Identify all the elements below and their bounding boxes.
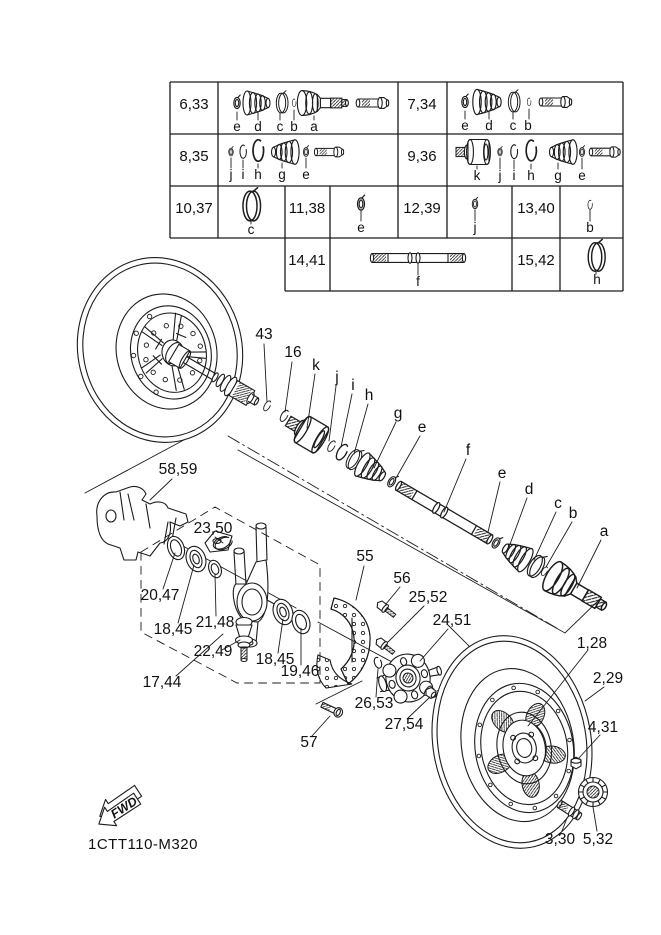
- reference-table: [170, 82, 623, 291]
- svg-text:j: j: [473, 220, 477, 235]
- callout-a: a: [599, 523, 609, 540]
- table-cell-12-39: [403, 197, 477, 235]
- callout-55: 55: [356, 548, 374, 565]
- hub-cap-5-32: [579, 778, 608, 807]
- bolt-57: [320, 700, 344, 718]
- callout-18-45a: 18,45: [153, 621, 193, 638]
- fwd-arrow-label: FWD: [108, 794, 140, 822]
- callout-3-30: 3,30: [544, 831, 576, 848]
- svg-text:g: g: [554, 168, 562, 183]
- table-cell-11-38: [289, 195, 365, 235]
- cell-ref: 10,37: [175, 200, 213, 217]
- svg-text:c: c: [247, 222, 255, 237]
- callout-57: 57: [300, 734, 318, 751]
- cell-ref: 8,35: [179, 148, 209, 165]
- callout-56: 56: [393, 570, 411, 587]
- table-cell-15-42: [517, 239, 605, 287]
- callout-2-29: 2,29: [592, 670, 624, 687]
- cell-ref: 7,34: [407, 96, 437, 113]
- svg-text:c: c: [509, 118, 517, 133]
- ball-joint-22-49: [236, 618, 253, 662]
- cell-ref: 6,33: [179, 96, 209, 113]
- cell-ref: 12,39: [403, 200, 441, 217]
- callout-19-46: 19,46: [280, 663, 320, 680]
- callout-21-48: 21,48: [195, 614, 235, 631]
- cell-ref: 14,41: [288, 252, 326, 269]
- callout-g: g: [393, 405, 403, 422]
- callout-43: 43: [255, 326, 273, 343]
- nut-4-31: [571, 757, 581, 769]
- callout-e1: e: [417, 419, 427, 436]
- svg-text:j: j: [498, 168, 502, 183]
- callout-20-47: 20,47: [140, 587, 180, 604]
- callout-17-44: 17,44: [142, 674, 182, 691]
- callout-c: c: [554, 495, 562, 512]
- callout-26-53: 26,53: [354, 695, 394, 712]
- bolt-56: [375, 599, 398, 619]
- cell-ref: 11,38: [288, 200, 326, 217]
- table-cell-9-36: [407, 140, 620, 184]
- cell-ref: 13,40: [517, 200, 555, 217]
- svg-text:e: e: [302, 167, 310, 182]
- callout-4-31: 4,31: [587, 719, 619, 736]
- svg-text:d: d: [254, 119, 262, 134]
- svg-text:b: b: [524, 118, 532, 133]
- callout-27-54: 27,54: [384, 716, 424, 733]
- svg-text:h: h: [254, 167, 262, 182]
- callout-25-52: 25,52: [408, 589, 448, 606]
- cell-ref: 9,36: [407, 148, 437, 165]
- callout-1-28: 1,28: [576, 635, 608, 652]
- svg-text:c: c: [276, 119, 284, 134]
- callout-5-32: 5,32: [582, 831, 614, 848]
- callout-24-51: 24,51: [432, 612, 472, 629]
- svg-text:f: f: [416, 274, 420, 289]
- svg-text:b: b: [290, 119, 298, 134]
- bolt-25-52: [374, 636, 397, 656]
- svg-text:e: e: [233, 119, 241, 134]
- callout-22-49: 22,49: [193, 643, 233, 660]
- right-wheel: [416, 623, 609, 861]
- svg-text:g: g: [278, 167, 286, 182]
- svg-text:e: e: [461, 118, 469, 133]
- svg-text:e: e: [357, 220, 365, 235]
- callout-k: k: [312, 357, 320, 374]
- brake-disc-shield: [317, 598, 370, 688]
- callout-h: h: [364, 387, 374, 404]
- table-cell-7-34: [407, 89, 571, 133]
- callout-18-45b: 18,45: [255, 651, 295, 668]
- callout-b: b: [568, 505, 578, 522]
- svg-text:b: b: [586, 220, 594, 235]
- svg-text:h: h: [593, 272, 601, 287]
- callout-23-50: 23,50: [193, 520, 233, 537]
- svg-text:j: j: [229, 167, 233, 182]
- callout-f: f: [465, 442, 471, 459]
- table-cell-6-33: [179, 91, 388, 134]
- drawing-code: 1CTT110-M320: [88, 836, 198, 853]
- left-wheel: [58, 240, 262, 460]
- svg-text:a: a: [310, 119, 318, 134]
- callout-j: j: [335, 369, 339, 386]
- table-cell-13-40: [517, 200, 594, 235]
- svg-text:d: d: [485, 118, 493, 133]
- callout-58-59: 58,59: [158, 461, 198, 478]
- svg-text:k: k: [473, 168, 481, 183]
- callout-d: d: [524, 481, 534, 498]
- washer-26-53: [373, 656, 383, 669]
- fwd-arrow-icon: [90, 782, 148, 833]
- svg-text:h: h: [527, 168, 535, 183]
- svg-text:e: e: [578, 168, 586, 183]
- table-cell-8-35: [179, 140, 343, 182]
- callout-16: 16: [284, 344, 302, 361]
- svg-text:i: i: [512, 168, 516, 183]
- svg-text:i: i: [241, 167, 245, 182]
- callout-e2: e: [497, 465, 507, 482]
- callout-i: i: [351, 377, 355, 394]
- table-cell-14-41: [288, 252, 465, 289]
- cell-ref: 15,42: [517, 252, 555, 269]
